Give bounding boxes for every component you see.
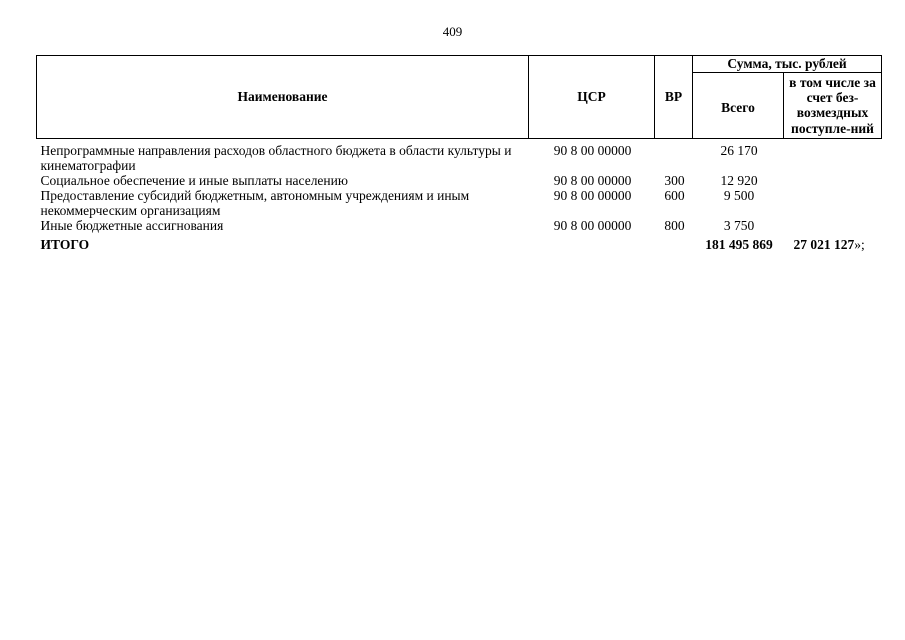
table-row <box>37 173 882 188</box>
header-name: Наименование <box>37 56 529 139</box>
table-body <box>37 138 882 252</box>
row-csr: 90 8 00 00000 <box>553 142 632 158</box>
total-free-suffix: »; <box>854 236 865 252</box>
row-name: Иные бюджетные ассигнования <box>40 217 224 233</box>
row-csr: 90 8 00 00000 <box>553 172 632 188</box>
total-sum: 181 495 869 <box>705 236 773 252</box>
row-name: Непрограммные направления расходов областного бюджета в области культуры и кинематографии <box>40 142 512 173</box>
total-csr-empty <box>529 233 655 252</box>
header-sum-group: Сумма, тыс. рублей <box>693 56 882 73</box>
row-csr: 90 8 00 00000 <box>553 187 632 203</box>
row-vr <box>655 138 693 173</box>
row-free <box>784 218 882 233</box>
row-free <box>784 173 882 188</box>
budget-table <box>36 55 882 252</box>
row-total: 26 170 <box>720 142 758 158</box>
total-free-cell <box>784 233 882 252</box>
total-row <box>37 233 882 252</box>
total-vr-empty <box>655 233 693 252</box>
table-row <box>37 138 882 173</box>
table-header <box>37 56 882 139</box>
row-name: Предоставление субсидий бюджетным, автономным учреждениям и иным некоммерческим организациям <box>40 187 470 218</box>
page-number: 409 <box>442 24 463 39</box>
row-total: 3 750 <box>723 217 755 233</box>
row-vr: 300 <box>664 172 685 188</box>
row-total: 9 500 <box>723 187 755 203</box>
header-vr: ВР <box>655 56 693 139</box>
row-free <box>784 188 882 218</box>
total-label: ИТОГО <box>40 236 90 252</box>
row-total: 12 920 <box>720 172 758 188</box>
total-free: 27 021 127 <box>793 236 855 252</box>
header-free-receipts: в том числе за счет без-возмездных поступле-ний <box>784 73 882 139</box>
row-vr: 600 <box>664 187 685 203</box>
table-row <box>37 188 882 218</box>
header-total: Всего <box>693 73 784 139</box>
row-name: Социальное обеспечение и иные выплаты населению <box>40 172 348 188</box>
header-csr: ЦСР <box>529 56 655 139</box>
row-vr: 800 <box>664 217 685 233</box>
row-csr: 90 8 00 00000 <box>553 217 632 233</box>
row-free <box>784 138 882 173</box>
table-row <box>37 218 882 233</box>
